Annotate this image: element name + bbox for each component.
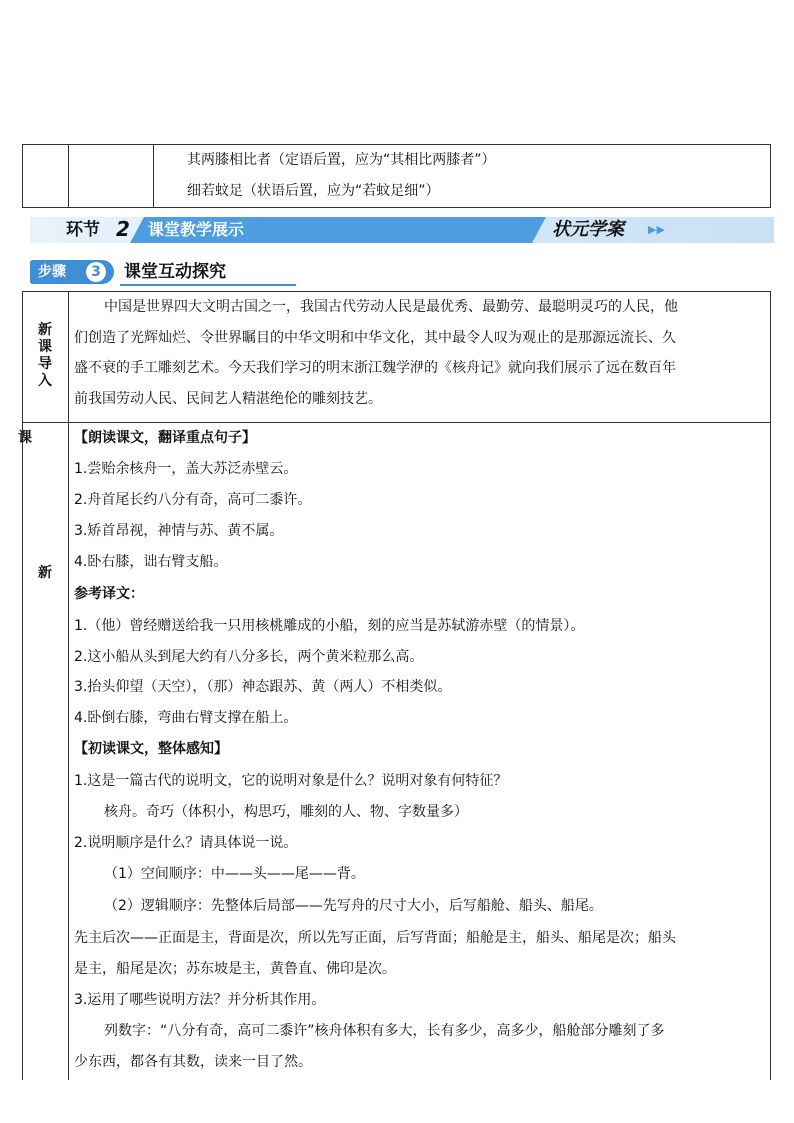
row-label-char: 课	[38, 339, 52, 355]
banner-section-label: 环节	[66, 220, 100, 240]
row-label-char: 入	[38, 373, 52, 389]
step-heading	[30, 258, 270, 286]
table-border	[22, 422, 771, 423]
banner-title: 课堂教学展示	[148, 220, 245, 239]
translation-item: 3.抬头仰望（天空），（那）神态跟苏、黄（两人）不相类似。	[74, 679, 452, 695]
banner-section-number: 2	[116, 217, 130, 241]
table-border	[22, 144, 23, 208]
table-border	[22, 291, 771, 292]
question: 1.这是一篇古代的说明文，它的说明对象是什么？说明对象有何特征？	[74, 773, 508, 789]
table-border	[68, 291, 69, 1080]
sentence-item: 4.卧右膝，诎右臂支船。	[74, 554, 228, 570]
section-title: 【初读课文，整体感知】	[74, 741, 228, 757]
reference-title: 参考译文：	[74, 586, 144, 602]
intro-paragraph-line: 前我国劳动人民、民间艺人精湛绝伦的雕刻技艺。	[74, 391, 382, 407]
table-border	[68, 144, 69, 208]
double-arrow-icon: ▶▶	[648, 223, 665, 236]
answer: 核舟。奇巧（体积小，构思巧，雕刻的人、物、字数量多）	[104, 804, 468, 820]
sentence-item: 1.尝贻余核舟一，盖大苏泛赤壁云。	[74, 461, 298, 477]
section-title: 【朗读课文，翻译重点句子】	[74, 430, 256, 446]
answer: （1）空间顺序：中——头——尾——背。	[104, 866, 365, 882]
row-label-char: 新	[38, 322, 52, 338]
answer: 列数字：“八分有奇，高可二黍许”核舟体积有多大，长有多少，高多少，船舱部分雕刻了多	[104, 1023, 665, 1039]
banner-brand: 状元学案	[552, 219, 624, 240]
row-label-char: 导	[38, 356, 52, 372]
table-text-line: 细若蚊足（状语后置，应为“若蚊足细”）	[187, 183, 440, 199]
table-border	[153, 144, 154, 208]
question: 3.运用了哪些说明方法？并分析其作用。	[74, 992, 326, 1008]
answer: 少东西，都各有其数，读来一目了然。	[74, 1054, 312, 1070]
table-border	[770, 291, 771, 1080]
translation-item: 2.这小船从头到尾大约有八分多长，两个黄米粒那么高。	[74, 649, 424, 665]
sentence-item: 2.舟首尾长约八分有奇，高可二黍许。	[74, 492, 312, 508]
sentence-item: 3.矫首昂视，神情与苏、黄不属。	[74, 523, 284, 539]
answer: （2）逻辑顺序：先整体后局部——先写舟的尺寸大小，后写船舱、船头、船尾。	[104, 898, 603, 914]
table-border	[770, 144, 771, 208]
step-underline	[120, 284, 296, 286]
intro-paragraph-line: 中国是世界四大文明古国之一，我国古代劳动人民是最优秀、最勤劳、最聪明灵巧的人民，他	[104, 299, 678, 315]
table-border	[22, 291, 23, 1080]
row-label-intro	[35, 322, 55, 390]
section-banner	[30, 217, 774, 243]
step-number-badge: 3	[86, 262, 106, 282]
row-label-new: 新	[38, 565, 52, 581]
translation-item: 4.卧倒右膝，弯曲右臂支撑在船上。	[74, 710, 298, 726]
answer: 是主，船尾是次；苏东坡是主，黄鲁直、佛印是次。	[74, 961, 396, 977]
row-label-fragment: 课	[18, 430, 32, 446]
step-label: 步骤	[38, 264, 66, 280]
translation-item: 1.（他）曾经赠送给我一只用核桃雕成的小船，刻的应当是苏轼游赤壁（的情景）。	[74, 618, 585, 634]
table-text-line: 其两膝相比者（定语后置，应为“其相比两膝者”）	[187, 152, 496, 168]
table-border	[22, 144, 771, 145]
question: 2.说明顺序是什么？请具体说一说。	[74, 835, 298, 851]
answer: 先主后次——正面是主，背面是次，所以先写正面，后写背面；船舱是主，船头、船尾是次；船头	[74, 930, 676, 946]
step-title: 课堂互动探究	[124, 262, 226, 282]
table-border	[22, 207, 771, 208]
intro-paragraph-line: 们创造了光辉灿烂、令世界瞩目的中华文明和中华文化，其中最令人叹为观止的是那源远流长、久	[74, 330, 676, 346]
intro-paragraph-line: 盛不衰的手工雕刻艺术。今天我们学习的明末浙江魏学洢的《核舟记》就向我们展示了远在数百年	[74, 360, 676, 376]
